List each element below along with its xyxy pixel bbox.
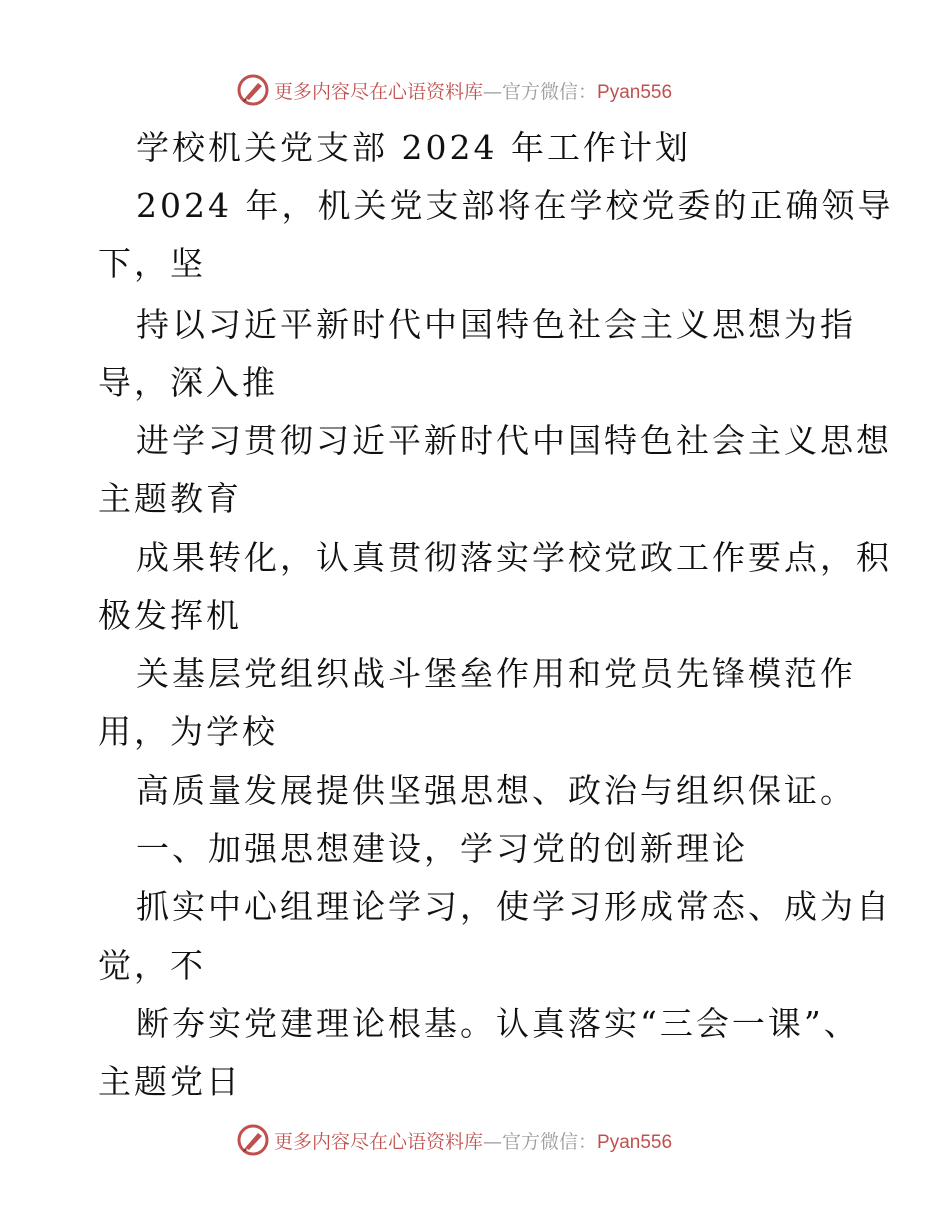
watermark-text (274, 1127, 672, 1154)
header-watermark (236, 72, 672, 108)
paragraph-line: 下，坚 (98, 244, 206, 283)
watermark-label: 官方微信： (502, 1130, 598, 1153)
document-title: 学校机关党支部 2024 年工作计划 (136, 128, 691, 167)
paragraph-line: 主题党日 (98, 1062, 242, 1101)
watermark-text (274, 77, 672, 104)
watermark-dash: — (483, 80, 503, 103)
paragraph-line: 导，深入推 (98, 363, 278, 402)
watermark-id: Pyan556 (597, 1131, 673, 1153)
watermark-label: 官方微信： (502, 80, 598, 103)
watermark-brand: 更多内容尽在心语资料库 (274, 1130, 484, 1153)
pen-logo-icon (236, 73, 270, 107)
pen-logo-icon (236, 1123, 270, 1157)
paragraph-line: 关基层党组织战斗堡垒作用和党员先锋模范作 (136, 654, 856, 693)
paragraph-line: 用，为学校 (98, 712, 278, 751)
paragraph-line: 持以习近平新时代中国特色社会主义思想为指 (136, 305, 856, 344)
paragraph-line: 觉，不 (98, 946, 206, 985)
paragraph-line: 极发挥机 (98, 596, 242, 635)
paragraph-line: 成果转化，认真贯彻落实学校党政工作要点，积 (136, 538, 892, 577)
paragraph-line: 断夯实党建理论根基。认真落实“三会一课”、 (136, 1004, 860, 1043)
paragraph-line: 高质量发展提供坚强思想、政治与组织保证。 (136, 771, 856, 810)
watermark-brand: 更多内容尽在心语资料库 (274, 80, 484, 103)
paragraph-line: 2024 年，机关党支部将在学校党委的正确领导 (136, 186, 894, 225)
footer-watermark (236, 1122, 672, 1158)
paragraph-line: 进学习贯彻习近平新时代中国特色社会主义思想 (136, 421, 892, 460)
watermark-dash: — (483, 1130, 503, 1153)
paragraph-line: 抓实中心组理论学习，使学习形成常态、成为自 (136, 887, 892, 926)
paragraph-line: 主题教育 (98, 479, 242, 518)
watermark-id: Pyan556 (597, 81, 673, 103)
section-heading: 一、加强思想建设，学习党的创新理论 (136, 829, 748, 868)
